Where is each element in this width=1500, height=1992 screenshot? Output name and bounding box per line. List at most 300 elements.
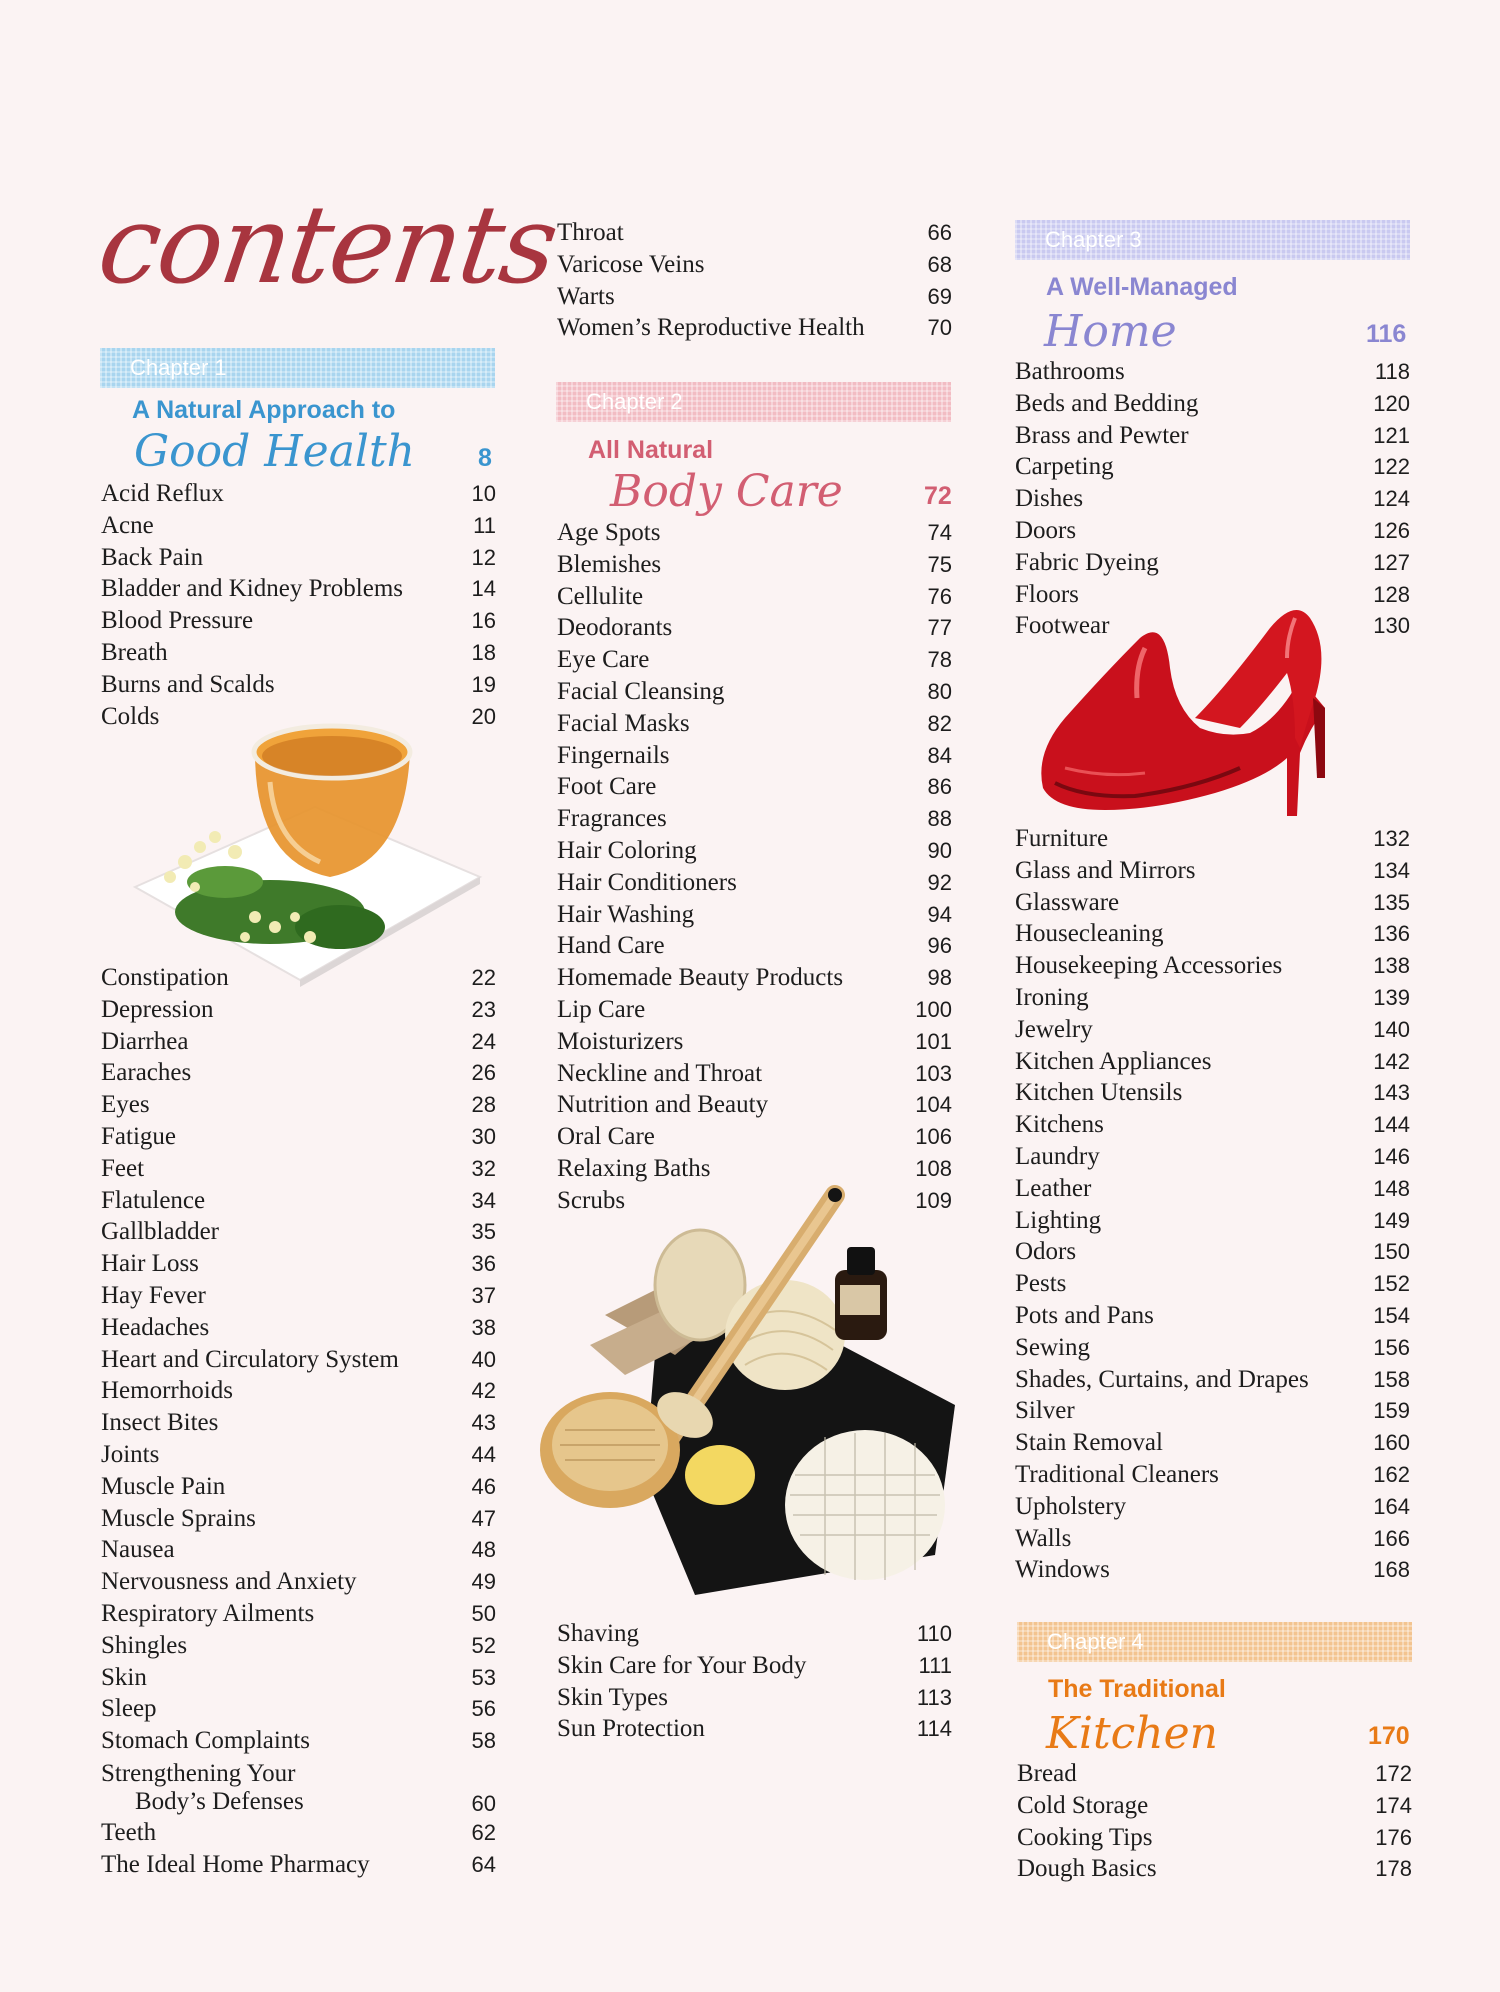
toc-entry[interactable] <box>1015 1395 1410 1427</box>
toc-entry-label: Muscle Sprains <box>101 1504 256 1532</box>
toc-entry[interactable] <box>557 644 952 676</box>
toc-entry[interactable] <box>101 1471 496 1503</box>
toc-entry[interactable] <box>1015 823 1410 855</box>
toc-entry-label: Furniture <box>1015 825 1109 852</box>
toc-entry[interactable] <box>557 1089 952 1121</box>
toc-entry[interactable] <box>101 573 496 605</box>
toc-entry-label: Hair Loss <box>101 1250 199 1278</box>
toc-entry-page: 43 <box>471 1410 496 1436</box>
toc-entry[interactable] <box>101 1407 496 1439</box>
toc-entry-label: Scrubs <box>557 1186 626 1214</box>
toc-entry[interactable] <box>557 612 952 644</box>
chapter-3-banner: Chapter 3 <box>1015 220 1410 260</box>
toc-entry-label: Respiratory Ailments <box>101 1600 315 1627</box>
toc-entry-page: 68 <box>927 251 952 277</box>
toc-entry-page: 108 <box>915 1156 952 1181</box>
toc-entry-page: 98 <box>927 965 952 991</box>
toc-entry[interactable] <box>1015 1046 1410 1078</box>
toc-entry-label: Depression <box>101 995 214 1023</box>
toc-entry[interactable] <box>557 217 952 249</box>
bath-accessories-illustration <box>535 1175 955 1600</box>
toc-entry-page: 138 <box>1373 953 1410 979</box>
toc-entry[interactable] <box>101 669 496 701</box>
toc-entry-label: Colds <box>101 702 160 730</box>
toc-entry-page: 80 <box>927 679 952 704</box>
toc-entry-label: Bladder and Kidney Problems <box>101 575 404 603</box>
toc-entry[interactable] <box>101 1534 496 1566</box>
toc-entry-page: 156 <box>1373 1334 1410 1360</box>
toc-entry-label: Floors <box>1015 580 1079 608</box>
toc-entry-label: Earaches <box>101 1059 192 1087</box>
toc-entry[interactable] <box>557 1682 952 1714</box>
toc-entry-page: 77 <box>927 615 952 641</box>
toc-entry-page: 92 <box>927 869 952 895</box>
toc-entry-page: 75 <box>927 551 952 577</box>
toc-entry-page: 19 <box>471 671 496 697</box>
toc-entry-page: 32 <box>471 1155 496 1181</box>
toc-entry-page: 111 <box>918 1652 952 1678</box>
toc-entry-label: Back Pain <box>101 543 204 571</box>
toc-entry-label: Bread <box>1017 1760 1077 1787</box>
toc-entry-label: Cellulite <box>557 582 644 610</box>
toc-entry-label: Insect Bites <box>101 1409 219 1437</box>
toc-entry-label: Diarrhea <box>101 1027 189 1055</box>
toc-entry-label: Acne <box>101 511 154 539</box>
toc-entry-page: 120 <box>1373 390 1410 416</box>
toc-entry-page: 40 <box>471 1346 496 1372</box>
toc-entry-label: Deodorants <box>557 614 673 642</box>
toc-entry-label: Women’s Reproductive Health <box>557 314 865 342</box>
toc-entry-label: Homemade Beauty Products <box>557 964 844 992</box>
toc-entry[interactable] <box>101 1725 496 1757</box>
toc-entry[interactable] <box>1015 982 1410 1014</box>
toc-entry-page: 82 <box>927 710 952 736</box>
toc-entry[interactable] <box>557 312 952 344</box>
toc-entry-page: 12 <box>471 544 496 570</box>
toc-entry[interactable] <box>1015 1300 1410 1332</box>
toc-entry[interactable] <box>1015 547 1410 579</box>
toc-entry-label: Breath <box>101 639 168 666</box>
toc-entry[interactable] <box>101 1248 496 1280</box>
toc-entry-label: Sun Protection <box>557 1715 705 1743</box>
toc-entry-label: Fabric Dyeing <box>1015 548 1159 576</box>
toc-entry-page: 128 <box>1373 581 1410 607</box>
toc-entry-label: Walls <box>1015 1524 1072 1552</box>
toc-entry-label: Beds and Bedding <box>1015 389 1199 417</box>
toc-entry-page: 140 <box>1373 1016 1410 1042</box>
toc-entry[interactable] <box>1015 1427 1410 1459</box>
toc-entry-page: 60 <box>471 1791 496 1816</box>
toc-entry-page: 76 <box>927 583 952 609</box>
toc-entry-label: Dishes <box>1015 485 1084 513</box>
red-shoes-illustration <box>1025 578 1355 818</box>
toc-entry-label: Joints <box>101 1441 160 1468</box>
toc-entry[interactable] <box>557 771 952 803</box>
toc-entry[interactable] <box>101 1121 496 1153</box>
toc-entry[interactable] <box>1017 1822 1412 1854</box>
toc-entry[interactable] <box>557 1121 952 1153</box>
toc-entry[interactable] <box>1015 1077 1410 1109</box>
toc-entry-page: 124 <box>1373 486 1410 512</box>
chapter-1-page: 8 <box>478 444 492 472</box>
toc-entry[interactable] <box>1015 1141 1410 1173</box>
toc-entry-page: 168 <box>1373 1557 1410 1583</box>
toc-entry[interactable] <box>557 1650 952 1682</box>
toc-entry-page: 162 <box>1373 1462 1410 1487</box>
toc-entry-label: Muscle Pain <box>101 1472 226 1500</box>
toc-entry-page: 49 <box>471 1569 496 1595</box>
toc-entry-page: 69 <box>927 283 952 309</box>
toc-entry-page: 154 <box>1373 1303 1410 1328</box>
toc-entry-label: Lighting <box>1015 1206 1102 1234</box>
toc-entry-page: 100 <box>915 997 952 1022</box>
toc-entry-label: Hemorrhoids <box>101 1377 233 1405</box>
toc-entry-page: 174 <box>1375 1792 1412 1818</box>
chapter-2-subtitle: All Natural <box>588 436 714 464</box>
toc-entry-label: Doors <box>1015 517 1077 544</box>
toc-entry[interactable] <box>557 1026 952 1058</box>
toc-entry[interactable] <box>1017 1853 1412 1885</box>
toc-entry-label: Sewing <box>1015 1333 1090 1361</box>
toc-entry[interactable] <box>1015 420 1410 452</box>
chapter-4-script-title: Kitchen <box>1046 1708 1218 1759</box>
toc-entry[interactable] <box>101 1344 496 1376</box>
toc-entry-page: 78 <box>927 647 952 673</box>
toc-entry[interactable] <box>557 708 952 740</box>
toc-entry-page: 22 <box>471 965 496 990</box>
toc-entry[interactable] <box>1015 1236 1410 1268</box>
toc-entry-label: Eyes <box>101 1091 150 1119</box>
toc-entry-label: Hair Conditioners <box>557 868 737 896</box>
toc-entry-label: Kitchen Appliances <box>1015 1047 1212 1075</box>
toc-entry-label: Varicose Veins <box>557 250 705 278</box>
toc-entry[interactable] <box>101 1280 496 1312</box>
toc-entry-page: 37 <box>471 1283 496 1308</box>
toc-entry[interactable] <box>101 994 496 1026</box>
toc-entry-label: Moisturizers <box>557 1027 684 1055</box>
toc-entry-page: 53 <box>471 1664 496 1690</box>
toc-entry[interactable] <box>101 1662 496 1694</box>
toc-entry[interactable] <box>1015 1459 1410 1491</box>
toc-entry[interactable] <box>1015 356 1410 388</box>
toc-entry-page: 176 <box>1375 1824 1412 1850</box>
toc-entry-page: 103 <box>915 1060 952 1086</box>
toc-entry-page: 122 <box>1373 454 1410 480</box>
toc-entry[interactable] <box>101 510 496 542</box>
toc-entry-page: 38 <box>471 1314 496 1340</box>
toc-entry-page: 113 <box>916 1684 952 1710</box>
toc-entry[interactable] <box>557 517 952 549</box>
toc-entry-page: 26 <box>471 1060 496 1086</box>
toc-entry[interactable] <box>101 1817 496 1849</box>
toc-entry-page: 132 <box>1373 826 1410 851</box>
toc-entry-page: 64 <box>471 1851 496 1877</box>
toc-entry-page: 158 <box>1373 1366 1410 1392</box>
chapter-2-page: 72 <box>924 482 952 510</box>
toc-entry-label: Housekeeping Accessories <box>1015 952 1283 980</box>
toc-entry-label: Glassware <box>1015 888 1120 916</box>
toc-entry-label: Body’s Defenses <box>135 1788 304 1815</box>
toc-entry-page: 14 <box>471 576 496 602</box>
toc-entry-page: 114 <box>916 1716 952 1742</box>
toc-entry-page: 109 <box>915 1187 952 1213</box>
toc-entry-label: Nervousness and Anxiety <box>101 1568 357 1596</box>
toc-entry-label: Hay Fever <box>101 1282 206 1309</box>
toc-entry[interactable] <box>557 803 952 835</box>
toc-entry[interactable] <box>1015 1554 1410 1586</box>
toc-entry-label: Carpeting <box>1015 453 1114 481</box>
toc-entry[interactable] <box>101 542 496 574</box>
toc-entry[interactable] <box>101 1026 496 1058</box>
toc-entry-page: 135 <box>1373 889 1410 915</box>
toc-entry-page: 106 <box>915 1124 952 1150</box>
toc-entry[interactable] <box>557 899 952 931</box>
toc-entry-page: 24 <box>471 1028 496 1054</box>
toc-entry-page: 74 <box>927 520 952 545</box>
toc-entry-page: 118 <box>1374 359 1410 384</box>
toc-entry-label: Flatulence <box>101 1186 206 1214</box>
toc-entry-label: Facial Masks <box>557 709 690 737</box>
toc-entry-page: 160 <box>1373 1430 1410 1456</box>
toc-entry-label: Nutrition and Beauty <box>557 1091 769 1119</box>
toc-entry-page: 84 <box>927 742 952 768</box>
toc-entry[interactable] <box>557 1713 952 1745</box>
toc-entry[interactable] <box>101 1216 496 1248</box>
toc-entry-label: Jewelry <box>1015 1015 1093 1043</box>
toc-entry[interactable] <box>101 1566 496 1598</box>
toc-entry-label: Odors <box>1015 1238 1077 1266</box>
toc-entry-label: Warts <box>557 282 615 310</box>
toc-entry-page: 142 <box>1373 1048 1410 1074</box>
toc-entry-label: Upholstery <box>1015 1492 1127 1520</box>
toc-entry-label: Burns and Scalds <box>101 670 275 698</box>
toc-entry-label: The Ideal Home Pharmacy <box>101 1850 370 1878</box>
toc-entry-page: 28 <box>471 1092 496 1118</box>
toc-entry[interactable] <box>1015 1268 1410 1300</box>
toc-entry[interactable] <box>101 1503 496 1535</box>
toc-entry[interactable] <box>557 867 952 899</box>
chapter-3-page: 116 <box>1366 320 1407 348</box>
toc-entry[interactable] <box>101 1375 496 1407</box>
toc-entry[interactable] <box>101 1598 496 1630</box>
toc-entry-page: 47 <box>471 1505 496 1531</box>
toc-entry[interactable] <box>1015 1332 1410 1364</box>
toc-entry[interactable] <box>1015 855 1410 887</box>
toc-entry[interactable] <box>101 1185 496 1217</box>
toc-entry[interactable] <box>557 249 952 281</box>
toc-entry-label: Blemishes <box>557 550 662 578</box>
toc-entry-label: Acid Reflux <box>101 480 224 507</box>
toc-entry-label: Fragrances <box>557 805 667 833</box>
toc-entry-page: 159 <box>1373 1398 1410 1424</box>
toc-entry[interactable] <box>101 1057 496 1089</box>
toc-entry-label: Shaving <box>557 1620 639 1647</box>
chapter-4-page: 170 <box>1368 1722 1410 1750</box>
toc-entry-page: 36 <box>471 1251 496 1277</box>
toc-entry-label: Relaxing Baths <box>557 1155 711 1182</box>
toc-entry[interactable] <box>1017 1758 1412 1790</box>
herbal-tea-illustration <box>125 712 485 992</box>
toc-entry-page: 152 <box>1373 1271 1410 1297</box>
toc-entry[interactable] <box>1015 1523 1410 1555</box>
toc-entry-page: 172 <box>1375 1761 1412 1786</box>
toc-entry-label: Stomach Complaints <box>101 1727 311 1755</box>
toc-entry-page: 150 <box>1373 1239 1410 1265</box>
toc-entry[interactable] <box>101 1849 496 1881</box>
toc-entry-page: 127 <box>1373 549 1410 575</box>
chapter-4-subtitle: The Traditional <box>1048 1675 1226 1703</box>
toc-entry-page: 18 <box>471 640 496 665</box>
toc-entry[interactable] <box>557 740 952 772</box>
toc-entry-page: 149 <box>1373 1207 1410 1233</box>
toc-entry-label: Brass and Pewter <box>1015 421 1189 449</box>
toc-entry-label: Teeth <box>101 1819 157 1846</box>
toc-entry[interactable] <box>557 549 952 581</box>
toc-entry-page: 90 <box>927 838 952 863</box>
toc-entry[interactable] <box>1015 388 1410 420</box>
toc-entry-label: Hair Washing <box>557 900 695 928</box>
toc-entry-label: Fatigue <box>101 1123 176 1150</box>
toc-entry-label: Footwear <box>1015 612 1110 640</box>
toc-entry-label: Shades, Curtains, and Drapes <box>1015 1365 1309 1393</box>
toc-entry-page: 30 <box>471 1124 496 1149</box>
toc-entry-page: 48 <box>471 1537 496 1563</box>
toc-entry-label: Windows <box>1015 1556 1110 1584</box>
toc-entry[interactable] <box>1015 887 1410 919</box>
toc-entry-label: Glass and Mirrors <box>1015 856 1196 884</box>
toc-entry-page: 16 <box>471 608 496 634</box>
toc-entry-page: 130 <box>1373 613 1410 639</box>
toc-entry-label: Kitchens <box>1015 1111 1104 1139</box>
toc-entry-label: Age Spots <box>557 519 661 546</box>
toc-entry[interactable] <box>557 676 952 708</box>
toc-entry-page: 144 <box>1373 1112 1410 1138</box>
toc-entry-page: 110 <box>916 1621 952 1646</box>
toc-entry-label: Cold Storage <box>1017 1791 1149 1819</box>
toc-entry-page: 94 <box>927 901 952 927</box>
toc-entry-label: Hand Care <box>557 932 665 960</box>
toc-entry-page: 50 <box>471 1601 496 1626</box>
toc-entry-label: Bathrooms <box>1015 358 1125 385</box>
toc-entry[interactable] <box>101 1693 496 1725</box>
toc-entry[interactable] <box>1015 1205 1410 1237</box>
toc-entry[interactable] <box>557 930 952 962</box>
chapter-2-banner: Chapter 2 <box>556 382 951 422</box>
toc-entry[interactable] <box>1015 1364 1410 1396</box>
toc-entry-label: Sleep <box>101 1695 157 1723</box>
toc-entry-page: 101 <box>915 1028 952 1054</box>
toc-entry-label: Leather <box>1015 1174 1092 1202</box>
toc-entry[interactable] <box>101 1439 496 1471</box>
toc-entry-label: Blood Pressure <box>101 607 254 635</box>
toc-entry-page: 62 <box>471 1820 496 1845</box>
toc-entry[interactable] <box>1015 515 1410 547</box>
toc-entry-page: 121 <box>1373 422 1410 448</box>
toc-entry[interactable] <box>101 605 496 637</box>
chapter-1-script-title: Good Health <box>134 426 416 477</box>
toc-entry-label: Nausea <box>101 1536 175 1564</box>
toc-entry-label: Oral Care <box>557 1123 655 1151</box>
toc-entry-label: Hair Coloring <box>557 837 697 864</box>
toc-entry-label: Throat <box>557 219 624 246</box>
toc-entry-label: Silver <box>1015 1397 1075 1425</box>
toc-entry-page: 139 <box>1373 985 1410 1010</box>
toc-entry-page: 148 <box>1373 1175 1410 1201</box>
chapter-3-subtitle: A Well-Managed <box>1046 273 1238 301</box>
toc-entry[interactable] <box>1017 1790 1412 1822</box>
toc-entry-page: 88 <box>927 806 952 832</box>
toc-entry[interactable] <box>101 478 496 510</box>
toc-entry[interactable] <box>1015 483 1410 515</box>
toc-entry[interactable] <box>1015 950 1410 982</box>
toc-entry-page: 66 <box>927 220 952 245</box>
toc-entry[interactable] <box>1015 1491 1410 1523</box>
toc-entry[interactable] <box>557 962 952 994</box>
toc-entry-label: Facial Cleansing <box>557 678 725 705</box>
toc-entry-page: 86 <box>927 774 952 800</box>
toc-entry-label: Pests <box>1015 1270 1067 1298</box>
toc-entry-label: Ironing <box>1015 984 1089 1011</box>
chapter-4-banner: Chapter 4 <box>1017 1622 1412 1662</box>
toc-entry-page: 10 <box>471 481 496 506</box>
toc-entry-page: 178 <box>1375 1856 1412 1882</box>
toc-entry-label: Heart and Circulatory System <box>101 1345 399 1373</box>
toc-entry[interactable] <box>101 1760 496 1822</box>
toc-entry-page: 35 <box>471 1219 496 1245</box>
toc-entry-page: 34 <box>471 1187 496 1213</box>
toc-entry[interactable] <box>101 1312 496 1344</box>
toc-entry-label: Lip Care <box>557 996 646 1023</box>
toc-entry-label: Neckline and Throat <box>557 1059 763 1087</box>
toc-entry[interactable] <box>557 1058 952 1090</box>
toc-entry[interactable] <box>1015 1014 1410 1046</box>
toc-entry-page: 52 <box>471 1632 496 1658</box>
toc-entry-label: Strengthening Your <box>101 1760 296 1787</box>
toc-entry-label: Headaches <box>101 1313 210 1341</box>
toc-entry-label: Housecleaning <box>1015 920 1164 948</box>
toc-entry-label: Laundry <box>1015 1143 1100 1170</box>
toc-entry[interactable] <box>101 637 496 669</box>
toc-entry[interactable] <box>101 1089 496 1121</box>
toc-entry[interactable] <box>1015 918 1410 950</box>
toc-entry-label: Shingles <box>101 1631 188 1659</box>
toc-entry-page: 143 <box>1373 1080 1410 1106</box>
toc-entry-page: 46 <box>471 1473 496 1499</box>
toc-entry-page: 126 <box>1373 518 1410 543</box>
toc-entry-page: 20 <box>471 703 496 729</box>
toc-entry-label: Cooking Tips <box>1017 1823 1153 1851</box>
toc-entry[interactable] <box>557 581 952 613</box>
toc-entry-label: Skin Care for Your Body <box>557 1651 807 1679</box>
toc-entry[interactable] <box>101 1153 496 1185</box>
toc-entry-page: 70 <box>927 315 952 341</box>
toc-entry[interactable] <box>101 1630 496 1662</box>
toc-entry[interactable] <box>557 835 952 867</box>
toc-entry[interactable] <box>557 281 952 313</box>
toc-entry-page: 23 <box>471 996 496 1022</box>
toc-entry-page: 96 <box>927 933 952 959</box>
toc-entry[interactable] <box>1015 1109 1410 1141</box>
toc-entry-label: Skin <box>101 1663 147 1691</box>
toc-entry-label: Eye Care <box>557 646 650 674</box>
chapter-3-script-title: Home <box>1044 306 1177 357</box>
chapter-1-subtitle: A Natural Approach to <box>132 396 396 424</box>
toc-entry[interactable] <box>1015 1173 1410 1205</box>
toc-entry[interactable] <box>1015 451 1410 483</box>
toc-entry-page: 44 <box>471 1442 496 1467</box>
toc-entry[interactable] <box>557 1618 952 1650</box>
toc-entry[interactable] <box>557 994 952 1026</box>
